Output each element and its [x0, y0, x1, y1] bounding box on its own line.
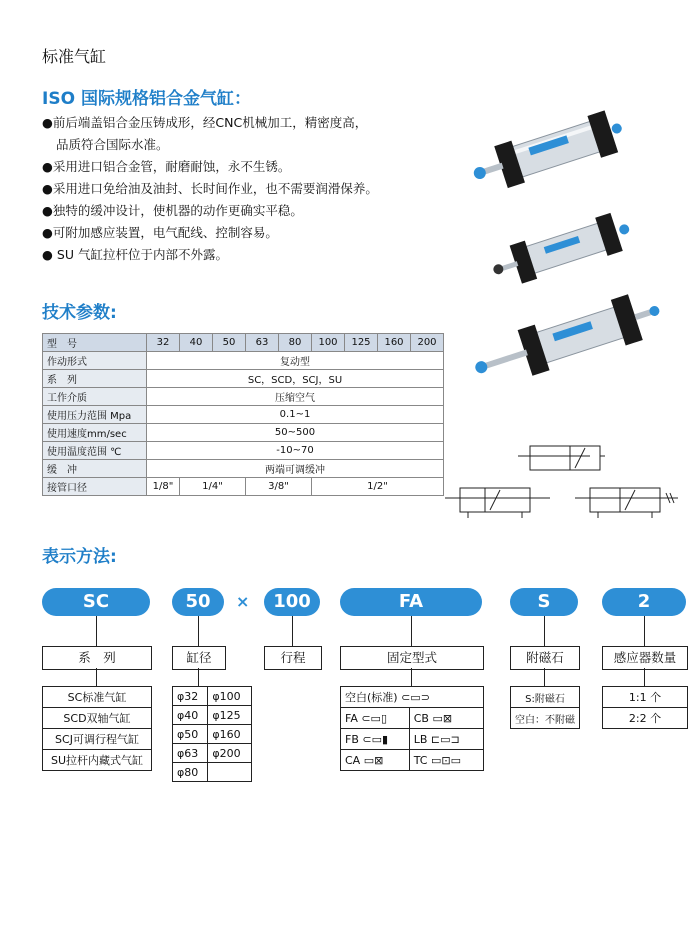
feature-item: ●可附加感应装置，电气配线、控制容易。	[42, 225, 278, 240]
bore-item: φ32	[173, 687, 208, 706]
spec-row-value: 两端可调缓冲	[147, 460, 444, 478]
spec-row	[43, 406, 444, 424]
mount-standard	[341, 687, 484, 708]
spec-row	[43, 370, 444, 388]
mount-item	[341, 750, 410, 771]
mount-code: FB	[345, 732, 359, 746]
feature-item: ●采用进口铝合金管，耐磨耐蚀，永不生锈。	[42, 159, 291, 174]
magnet-table	[510, 686, 580, 729]
connector-line	[544, 668, 545, 686]
spec-row-value: 复动型	[147, 352, 444, 370]
feature-item: ●前后端盖铝合金压铸成形，经CNC机械加工，精密度高，	[42, 115, 368, 130]
magnet-item: 空白：不附磁	[511, 708, 580, 729]
label-bore: 缸径	[172, 646, 226, 670]
bore-item: φ160	[208, 725, 252, 744]
label-magnet: 附磁石	[510, 646, 580, 670]
series-item: SCJ可调行程气缸	[43, 729, 152, 750]
spec-heading: 技术参数:	[42, 303, 117, 323]
mount-icon: ▭⊠	[432, 711, 453, 725]
mount-item	[341, 729, 410, 750]
spec-port-label: 接管口径	[43, 478, 147, 496]
mount-item	[409, 750, 483, 771]
spec-size: 40	[180, 334, 213, 352]
connector-line	[96, 616, 97, 646]
spec-size: 63	[246, 334, 279, 352]
spec-row-value: -10~70	[147, 442, 444, 460]
mount-item	[409, 729, 483, 750]
spec-size: 32	[147, 334, 180, 352]
iso-heading: ISO 国际规格铝合金气缸：	[42, 89, 251, 109]
sensor-item: 1:1 个	[603, 687, 688, 708]
spec-header-row	[43, 334, 444, 352]
connector-line	[96, 668, 97, 686]
mount-code: TC	[413, 753, 428, 767]
feature-item: ●独特的缓冲设计，使机器的动作更确实平稳。	[42, 203, 303, 218]
feature-item: ● SU 气缸拉杆位于内部不外露。	[42, 247, 228, 262]
connector-line	[198, 668, 199, 686]
cylinder-image-2	[485, 205, 655, 290]
code-sensor: 2	[602, 588, 686, 616]
label-stroke: 行程	[264, 646, 322, 670]
connector-line	[411, 616, 412, 646]
spec-row-label: 使用速度mm/sec	[43, 424, 147, 442]
times-symbol: ×	[236, 592, 250, 611]
feature-item: 品质符合国际水准。	[56, 137, 169, 152]
spec-row-value: SC，SCD，SCJ，SU	[147, 370, 444, 388]
spec-row	[43, 460, 444, 478]
notation-heading: 表示方法:	[42, 547, 117, 567]
spec-row	[43, 388, 444, 406]
connector-line	[644, 616, 645, 646]
series-table	[42, 686, 152, 771]
spec-row	[43, 352, 444, 370]
label-mount: 固定型式	[340, 646, 484, 670]
spec-size: 200	[411, 334, 444, 352]
mount-code: LB	[413, 732, 428, 746]
bore-table	[172, 686, 252, 782]
spec-size: 100	[312, 334, 345, 352]
spec-size: 160	[378, 334, 411, 352]
mount-icon: ⊂▭▯	[361, 711, 388, 725]
mount-icon: ⊂▭⊃	[401, 691, 430, 704]
series-item: SC标准气缸	[43, 687, 152, 708]
bore-item: φ200	[208, 744, 252, 763]
bore-item: φ125	[208, 706, 252, 725]
bore-item: φ50	[173, 725, 208, 744]
mount-code: FA	[345, 711, 358, 725]
spec-row-label: 作动形式	[43, 352, 147, 370]
bore-item: φ40	[173, 706, 208, 725]
mount-standard-label: 空白(标准)	[345, 691, 398, 704]
spec-size: 50	[213, 334, 246, 352]
connector-line	[198, 616, 199, 646]
spec-row-value: 0.1~1	[147, 406, 444, 424]
cylinder-image-3	[465, 288, 670, 393]
feature-list	[42, 112, 462, 266]
mount-item	[409, 708, 483, 729]
code-stroke: 100	[264, 588, 320, 616]
spec-row	[43, 442, 444, 460]
spec-row-label: 使用温度范围 ℃	[43, 442, 147, 460]
page-title: 标准气缸	[42, 47, 107, 66]
pneumatic-symbols	[440, 438, 690, 532]
mount-icon: ▭⊠	[363, 753, 384, 767]
sensor-table	[602, 686, 688, 729]
spec-port: 1/2"	[312, 478, 444, 496]
connector-line	[644, 668, 645, 686]
bore-item: φ80	[173, 763, 208, 782]
spec-size: 80	[279, 334, 312, 352]
mount-code: CB	[413, 711, 429, 725]
spec-row-label: 工作介质	[43, 388, 147, 406]
spec-row-label: 缓 冲	[43, 460, 147, 478]
code-series: SC	[42, 588, 150, 616]
magnet-item: S:附磁石	[511, 687, 580, 708]
spec-model-label: 型 号	[43, 334, 147, 352]
connector-line	[544, 616, 545, 646]
spec-size: 125	[345, 334, 378, 352]
spec-port: 3/8"	[246, 478, 312, 496]
mount-table	[340, 686, 484, 771]
spec-row-value: 压缩空气	[147, 388, 444, 406]
connector-line	[292, 616, 293, 646]
mount-icon: ▭⊡▭	[430, 753, 461, 767]
series-item: SCD双轴气缸	[43, 708, 152, 729]
series-item: SU拉杆内藏式气缸	[43, 750, 152, 771]
mount-icon: ⊂▭▮	[362, 732, 389, 746]
spec-row-value: 50~500	[147, 424, 444, 442]
bore-item: φ63	[173, 744, 208, 763]
spec-port: 1/4"	[180, 478, 246, 496]
spec-row-label: 系 列	[43, 370, 147, 388]
spec-port: 1/8"	[147, 478, 180, 496]
spec-row	[43, 424, 444, 442]
sensor-item: 2:2 个	[603, 708, 688, 729]
label-sensor: 感应器数量	[602, 646, 688, 670]
cylinder-image-1	[470, 100, 650, 195]
bore-item	[208, 763, 252, 782]
label-series: 系 列	[42, 646, 152, 670]
mount-icon: ⊏▭⊐	[430, 732, 460, 746]
code-magnet: S	[510, 588, 578, 616]
bore-item: φ100	[208, 687, 252, 706]
connector-line	[411, 668, 412, 686]
code-bore: 50	[172, 588, 224, 616]
spec-table	[42, 333, 444, 496]
mount-code: CA	[345, 753, 361, 767]
spec-row-label: 使用压力范围 Mpa	[43, 406, 147, 424]
feature-item: ●采用进口免给油及油封、长时间作业，也不需要润滑保养。	[42, 181, 378, 196]
code-mount: FA	[340, 588, 482, 616]
mount-item	[341, 708, 410, 729]
spec-row	[43, 478, 444, 496]
